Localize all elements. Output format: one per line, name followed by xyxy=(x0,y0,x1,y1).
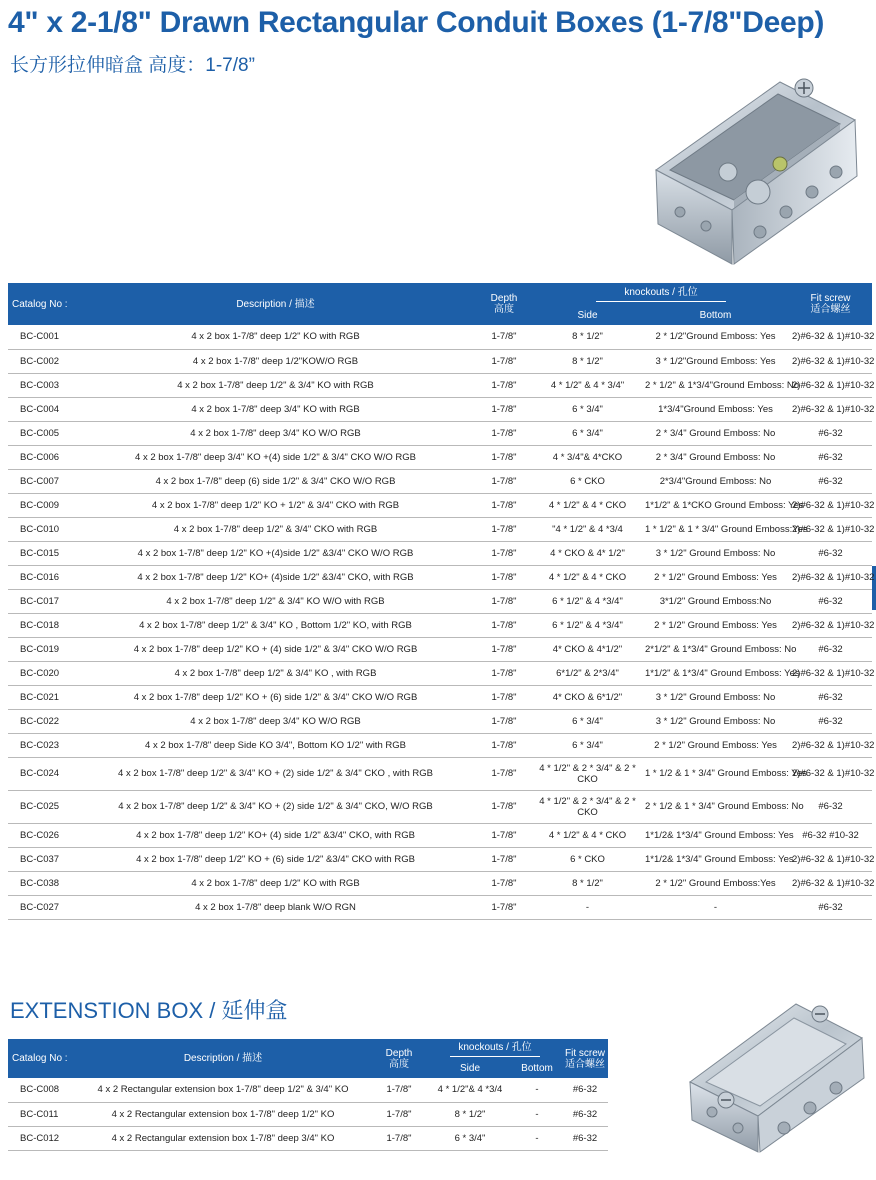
fit-screw-cell: #6-32 #10-32 xyxy=(789,823,872,847)
table-row xyxy=(8,349,872,373)
fit-screw-cell: #6-32 xyxy=(789,790,872,823)
catalog-cell: BC-C018 xyxy=(8,613,76,637)
description-cell: 4 x 2 Rectangular extension box 1-7/8" deep 3/4" KO xyxy=(76,1126,370,1150)
catalog-cell: BC-C024 xyxy=(8,757,76,790)
catalog-cell: BC-C002 xyxy=(8,349,76,373)
side-knockouts-cell: - xyxy=(533,895,642,919)
bottom-knockouts-cell: 2 * 3/4" Ground Emboss: No xyxy=(642,421,789,445)
fit-screw-cell: 2)#6-32 & 1)#10-32 xyxy=(789,397,872,421)
depth-cell: 1-7/8" xyxy=(475,847,533,871)
catalog-cell: BC-C005 xyxy=(8,421,76,445)
fit-screw-cell: #6-32 xyxy=(789,685,872,709)
depth-cell: 1-7/8" xyxy=(475,733,533,757)
catalog-cell: BC-C020 xyxy=(8,661,76,685)
fit-screw-cell: 2)#6-32 & 1)#10-32 xyxy=(789,733,872,757)
fit-screw-cell: #6-32 xyxy=(562,1126,608,1150)
table-row xyxy=(8,790,872,823)
table-row xyxy=(8,637,872,661)
table-row xyxy=(8,565,872,589)
fit-screw-cell: #6-32 xyxy=(789,589,872,613)
side-knockouts-cell: 6 * 3/4" xyxy=(533,421,642,445)
description-cell: 4 x 2 box 1-7/8" deep 1/2" KO +(4)side 1/2" &3/4" CKO W/O RGB xyxy=(76,541,475,565)
fit-screw-cell: #6-32 xyxy=(789,637,872,661)
bottom-knockouts-cell: 1*1/2& 1*3/4" Ground Emboss: Yes xyxy=(642,823,789,847)
conduit-box-rows xyxy=(8,325,875,919)
description-cell: 4 x 2 box 1-7/8" deep 3/4" KO with RGB xyxy=(76,397,475,421)
description-cell: 4 x 2 box 1-7/8" deep 1/2" & 3/4" KO , with RGB xyxy=(76,661,475,685)
fit-screw-cell: 2)#6-32 & 1)#10-32 xyxy=(789,517,872,541)
page-subtitle: 长方形拉伸暗盒 高度：1-7/8” xyxy=(10,55,255,76)
table-row xyxy=(8,1078,608,1102)
description-cell: 4 x 2 box 1-7/8" deep 1/2" KO + (4) side 1/2" & 3/4" CKO W/O RGB xyxy=(76,637,475,661)
table-row xyxy=(8,589,872,613)
depth-cell: 1-7/8" xyxy=(475,493,533,517)
depth-cell: 1-7/8" xyxy=(370,1126,428,1150)
side-knockouts-cell: 4 * 1/2" & 4 * CKO xyxy=(533,565,642,589)
description-cell: 4 x 2 box 1-7/8" deep 1/2" & 3/4" CKO with RGB xyxy=(76,517,475,541)
ext-col-header-depth: Depth 高度 xyxy=(370,1039,428,1078)
page-title: 4" x 2-1/8" Drawn Rectangular Conduit Boxes (1-7/8"Deep) xyxy=(8,6,825,39)
description-cell: 4 x 2 box 1-7/8" deep 1/2"KOW/O RGB xyxy=(76,349,475,373)
ext-col-header-catalog: Catalog No : xyxy=(8,1039,76,1078)
description-cell: 4 x 2 box 1-7/8" deep Side KO 3/4", Bottom KO 1/2" with RGB xyxy=(76,733,475,757)
depth-cell: 1-7/8" xyxy=(475,565,533,589)
table-row xyxy=(8,373,872,397)
conduit-box-image xyxy=(650,72,875,272)
bottom-knockouts-cell: - xyxy=(512,1126,562,1150)
table-row xyxy=(8,661,872,685)
table-row xyxy=(8,847,872,871)
table-row xyxy=(8,685,872,709)
bottom-knockouts-cell: 2*1/2" & 1*3/4" Ground Emboss: No xyxy=(642,637,789,661)
fit-screw-cell: #6-32 xyxy=(789,421,872,445)
side-knockouts-cell: 6 * 1/2" & 4 *3/4" xyxy=(533,613,642,637)
table-row xyxy=(8,895,872,919)
table-row xyxy=(8,493,872,517)
depth-cell: 1-7/8" xyxy=(475,373,533,397)
side-knockouts-cell: 4 * 1/2" & 2 * 3/4" & 2 * CKO xyxy=(533,757,642,790)
side-knockouts-cell: 6 * CKO xyxy=(533,847,642,871)
table-row xyxy=(8,325,872,349)
col-header-fit-screw: Fit screw 适合螺丝 xyxy=(789,283,872,325)
depth-cell: 1-7/8" xyxy=(475,757,533,790)
depth-cell: 1-7/8" xyxy=(475,541,533,565)
bottom-knockouts-cell: 3 * 1/2"Ground Emboss: Yes xyxy=(642,349,789,373)
bottom-knockouts-cell: - xyxy=(512,1078,562,1102)
catalog-cell: BC-C015 xyxy=(8,541,76,565)
extension-box-table xyxy=(8,1039,608,1151)
table-row xyxy=(8,397,872,421)
table-row xyxy=(8,757,872,790)
conduit-box-table xyxy=(8,283,875,920)
side-knockouts-cell: 4 * 1/2" & 4 * CKO xyxy=(533,493,642,517)
col-header-side: Side xyxy=(533,305,642,325)
description-cell: 4 x 2 box 1-7/8" deep 1/2" KO + (6) side 1/2" & 3/4" CKO W/O RGB xyxy=(76,685,475,709)
depth-cell: 1-7/8" xyxy=(475,469,533,493)
bottom-knockouts-cell: 1*1/2& 1*3/4" Ground Emboss: Yes xyxy=(642,847,789,871)
bottom-knockouts-cell: 2 * 1/2"Ground Emboss: Yes xyxy=(642,325,789,349)
col-header-catalog: Catalog No : xyxy=(8,283,76,325)
depth-cell: 1-7/8" xyxy=(475,895,533,919)
catalog-cell: BC-C022 xyxy=(8,709,76,733)
depth-cell: 1-7/8" xyxy=(475,517,533,541)
description-cell: 4 x 2 box 1-7/8" deep 1/2" KO + (6) side 1/2" &3/4" CKO with RGB xyxy=(76,847,475,871)
side-knockouts-cell: 6 * 3/4" xyxy=(428,1126,512,1150)
description-cell: 4 x 2 box 1-7/8" deep 1/2" & 3/4" KO + (2) side 1/2" & 3/4" CKO, W/O RGB xyxy=(76,790,475,823)
fit-screw-cell: #6-32 xyxy=(789,445,872,469)
table-row xyxy=(8,733,872,757)
side-knockouts-cell: 6 * 3/4" xyxy=(533,397,642,421)
catalog-cell: BC-C010 xyxy=(8,517,76,541)
bottom-knockouts-cell: 2 * 1/2 & 1 * 3/4" Ground Emboss: No xyxy=(642,790,789,823)
depth-cell: 1-7/8" xyxy=(370,1102,428,1126)
side-knockouts-cell: 8 * 1/2" xyxy=(533,349,642,373)
description-cell: 4 x 2 box 1-7/8" deep 3/4" KO W/O RGB xyxy=(76,709,475,733)
description-cell: 4 x 2 box 1-7/8" deep 1/2" KO+ (4)side 1/2" &3/4" CKO, with RGB xyxy=(76,565,475,589)
catalog-cell: BC-C019 xyxy=(8,637,76,661)
depth-cell: 1-7/8" xyxy=(475,397,533,421)
table-row xyxy=(8,1126,608,1150)
catalog-cell: BC-C012 xyxy=(8,1126,76,1150)
side-knockouts-cell: "4 * 1/2" & 4 *3/4 xyxy=(533,517,642,541)
fit-screw-cell: 2)#6-32 & 1)#10-32 xyxy=(789,373,872,397)
fit-screw-cell: 2)#6-32 & 1)#10-32 xyxy=(789,565,872,589)
table-row xyxy=(8,445,872,469)
fit-screw-cell: 2)#6-32 & 1)#10-32 xyxy=(789,847,872,871)
extension-box-image xyxy=(680,990,875,1158)
bottom-knockouts-cell: 2 * 1/2" Ground Emboss:Yes xyxy=(642,871,789,895)
description-cell: 4 x 2 box 1-7/8" deep 1/2" KO + 1/2" & 3/4" CKO with RGB xyxy=(76,493,475,517)
catalog-cell: BC-C011 xyxy=(8,1102,76,1126)
side-knockouts-cell: 6 * 3/4" xyxy=(533,709,642,733)
table-row xyxy=(8,517,872,541)
table-row xyxy=(8,823,872,847)
catalog-cell: BC-C037 xyxy=(8,847,76,871)
depth-cell: 1-7/8" xyxy=(475,421,533,445)
depth-cell: 1-7/8" xyxy=(475,589,533,613)
catalog-cell: BC-C007 xyxy=(8,469,76,493)
bottom-knockouts-cell: 1 * 1/2 & 1 * 3/4" Ground Emboss: Yes xyxy=(642,757,789,790)
side-knockouts-cell: 4* CKO & 4*1/2" xyxy=(533,637,642,661)
table-row xyxy=(8,613,872,637)
depth-cell: 1-7/8" xyxy=(475,445,533,469)
depth-cell: 1-7/8" xyxy=(475,823,533,847)
fit-screw-cell: #6-32 xyxy=(789,469,872,493)
side-knockouts-cell: 6*1/2" & 2*3/4" xyxy=(533,661,642,685)
side-knockouts-cell: 4 * 1/2"& 4 *3/4 xyxy=(428,1078,512,1102)
fit-screw-cell: 2)#6-32 & 1)#10-32 xyxy=(789,613,872,637)
side-knockouts-cell: 4 * CKO & 4* 1/2" xyxy=(533,541,642,565)
bottom-knockouts-cell: - xyxy=(642,895,789,919)
table-row xyxy=(8,1102,608,1126)
bottom-knockouts-cell: 2 * 1/2" Ground Emboss: Yes xyxy=(642,613,789,637)
side-knockouts-cell: 4 * 1/2" & 2 * 3/4" & 2 * CKO xyxy=(533,790,642,823)
fit-screw-cell: #6-32 xyxy=(562,1078,608,1102)
depth-cell: 1-7/8" xyxy=(370,1078,428,1102)
description-cell: 4 x 2 box 1-7/8" deep 3/4" KO +(4) side 1/2" & 3/4" CKO W/O RGB xyxy=(76,445,475,469)
ext-col-header-description: Description / 描述 xyxy=(76,1039,370,1078)
description-cell: 4 x 2 box 1-7/8" deep 1/2" KO with RGB xyxy=(76,871,475,895)
bottom-knockouts-cell: 2 * 1/2" & 1*3/4"Ground Emboss: No xyxy=(642,373,789,397)
description-cell: 4 x 2 box 1-7/8" deep 1/2" & 3/4" KO W/O with RGB xyxy=(76,589,475,613)
catalog-cell: BC-C008 xyxy=(8,1078,76,1102)
depth-cell: 1-7/8" xyxy=(475,325,533,349)
description-cell: 4 x 2 Rectangular extension box 1-7/8" deep 1/2" & 3/4" KO xyxy=(76,1078,370,1102)
fit-screw-cell: #6-32 xyxy=(789,895,872,919)
description-cell: 4 x 2 box 1-7/8" deep 1/2" KO with RGB xyxy=(76,325,475,349)
bottom-knockouts-cell: 3*1/2" Ground Emboss:No xyxy=(642,589,789,613)
catalog-cell: BC-C017 xyxy=(8,589,76,613)
catalog-cell: BC-C038 xyxy=(8,871,76,895)
fit-screw-cell: #6-32 xyxy=(562,1102,608,1126)
bottom-knockouts-cell: 1*1/2" & 1*3/4" Ground Emboss: Yes xyxy=(642,661,789,685)
bottom-knockouts-cell: 3 * 1/2" Ground Emboss: No xyxy=(642,541,789,565)
col-header-depth: Depth 高度 xyxy=(475,283,533,325)
fit-screw-cell: #6-32 xyxy=(789,541,872,565)
depth-cell: 1-7/8" xyxy=(475,661,533,685)
catalog-cell: BC-C009 xyxy=(8,493,76,517)
fit-screw-cell: 2)#6-32 & 1)#10-32 xyxy=(789,871,872,895)
depth-cell: 1-7/8" xyxy=(475,637,533,661)
ext-col-header-fit-screw: Fit screw 适合螺丝 xyxy=(562,1039,608,1078)
fit-screw-cell: 2)#6-32 & 1)#10-32 xyxy=(789,325,872,349)
col-header-bottom: Bottom xyxy=(642,305,789,325)
depth-cell: 1-7/8" xyxy=(475,709,533,733)
ext-col-header-bottom: Bottom xyxy=(512,1059,562,1078)
bottom-knockouts-cell: 3 * 1/2" Ground Emboss: No xyxy=(642,709,789,733)
depth-cell: 1-7/8" xyxy=(475,790,533,823)
side-knockouts-cell: 4 * 1/2" & 4 * 3/4" xyxy=(533,373,642,397)
side-knockouts-cell: 6 * 3/4" xyxy=(533,733,642,757)
description-cell: 4 x 2 box 1-7/8" deep 1/2" & 3/4" KO + (2) side 1/2" & 3/4" CKO , with RGB xyxy=(76,757,475,790)
description-cell: 4 x 2 box 1-7/8" deep 1/2" & 3/4" KO , Bottom 1/2" KO, with RGB xyxy=(76,613,475,637)
catalog-cell: BC-C026 xyxy=(8,823,76,847)
bottom-knockouts-cell: 2 * 1/2" Ground Emboss: Yes xyxy=(642,733,789,757)
col-header-description: Description / 描述 xyxy=(76,283,475,325)
catalog-cell: BC-C025 xyxy=(8,790,76,823)
extension-box-rows xyxy=(8,1078,608,1150)
side-knockouts-cell: 6 * CKO xyxy=(533,469,642,493)
ext-col-header-side: Side xyxy=(428,1059,512,1078)
bottom-knockouts-cell: 1*1/2" & 1*CKO Ground Emboss: Yes xyxy=(642,493,789,517)
description-cell: 4 x 2 box 1-7/8" deep 3/4" KO W/O RGB xyxy=(76,421,475,445)
fit-screw-cell: 2)#6-32 & 1)#10-32 xyxy=(789,661,872,685)
side-knockouts-cell: 4 * 3/4"& 4*CKO xyxy=(533,445,642,469)
catalog-cell: BC-C003 xyxy=(8,373,76,397)
bottom-knockouts-cell: 1 * 1/2" & 1 * 3/4" Ground Emboss:Yes xyxy=(642,517,789,541)
table-row xyxy=(8,469,872,493)
description-cell: 4 x 2 Rectangular extension box 1-7/8" deep 1/2" KO xyxy=(76,1102,370,1126)
side-knockouts-cell: 8 * 1/2" xyxy=(533,325,642,349)
description-cell: 4 x 2 box 1-7/8" deep 1/2" KO+ (4) side 1/2" &3/4" CKO, with RGB xyxy=(76,823,475,847)
table-row xyxy=(8,421,872,445)
catalog-cell: BC-C016 xyxy=(8,565,76,589)
catalog-cell: BC-C006 xyxy=(8,445,76,469)
fit-screw-cell: 2)#6-32 & 1)#10-32 xyxy=(789,493,872,517)
side-knockouts-cell: 8 * 1/2" xyxy=(533,871,642,895)
side-knockouts-cell: 4* CKO & 6*1/2" xyxy=(533,685,642,709)
catalog-cell: BC-C001 xyxy=(8,325,76,349)
table-row xyxy=(8,541,872,565)
ext-col-header-knockouts: knockouts / 孔位 xyxy=(428,1039,562,1059)
side-knockouts-cell: 6 * 1/2" & 4 *3/4" xyxy=(533,589,642,613)
description-cell: 4 x 2 box 1-7/8" deep blank W/O RGN xyxy=(76,895,475,919)
depth-cell: 1-7/8" xyxy=(475,685,533,709)
side-knockouts-cell: 8 * 1/2" xyxy=(428,1102,512,1126)
catalog-cell: BC-C023 xyxy=(8,733,76,757)
bottom-knockouts-cell: 3 * 1/2" Ground Emboss: No xyxy=(642,685,789,709)
description-cell: 4 x 2 box 1-7/8" deep 1/2" & 3/4" KO with RGB xyxy=(76,373,475,397)
bottom-knockouts-cell: 1*3/4"Ground Emboss: Yes xyxy=(642,397,789,421)
depth-cell: 1-7/8" xyxy=(475,349,533,373)
extension-section-title: EXTENSTION BOX / 延伸盒 xyxy=(10,998,288,1023)
col-header-knockouts: knockouts / 孔位 xyxy=(533,283,789,305)
fit-screw-cell: #6-32 xyxy=(789,709,872,733)
catalog-cell: BC-C027 xyxy=(8,895,76,919)
bottom-knockouts-cell: - xyxy=(512,1102,562,1126)
bottom-knockouts-cell: 2 * 3/4" Ground Emboss: No xyxy=(642,445,789,469)
description-cell: 4 x 2 box 1-7/8" deep (6) side 1/2" & 3/4" CKO W/O RGB xyxy=(76,469,475,493)
fit-screw-cell: 2)#6-32 & 1)#10-32 xyxy=(789,349,872,373)
table-row xyxy=(8,871,872,895)
side-knockouts-cell: 4 * 1/2" & 4 * CKO xyxy=(533,823,642,847)
bottom-knockouts-cell: 2*3/4"Ground Emboss: No xyxy=(642,469,789,493)
table-row xyxy=(8,709,872,733)
depth-cell: 1-7/8" xyxy=(475,613,533,637)
bottom-knockouts-cell: 2 * 1/2" Ground Emboss: Yes xyxy=(642,565,789,589)
catalog-cell: BC-C021 xyxy=(8,685,76,709)
depth-cell: 1-7/8" xyxy=(475,871,533,895)
fit-screw-cell: 2)#6-32 & 1)#10-32 xyxy=(789,757,872,790)
catalog-cell: BC-C004 xyxy=(8,397,76,421)
